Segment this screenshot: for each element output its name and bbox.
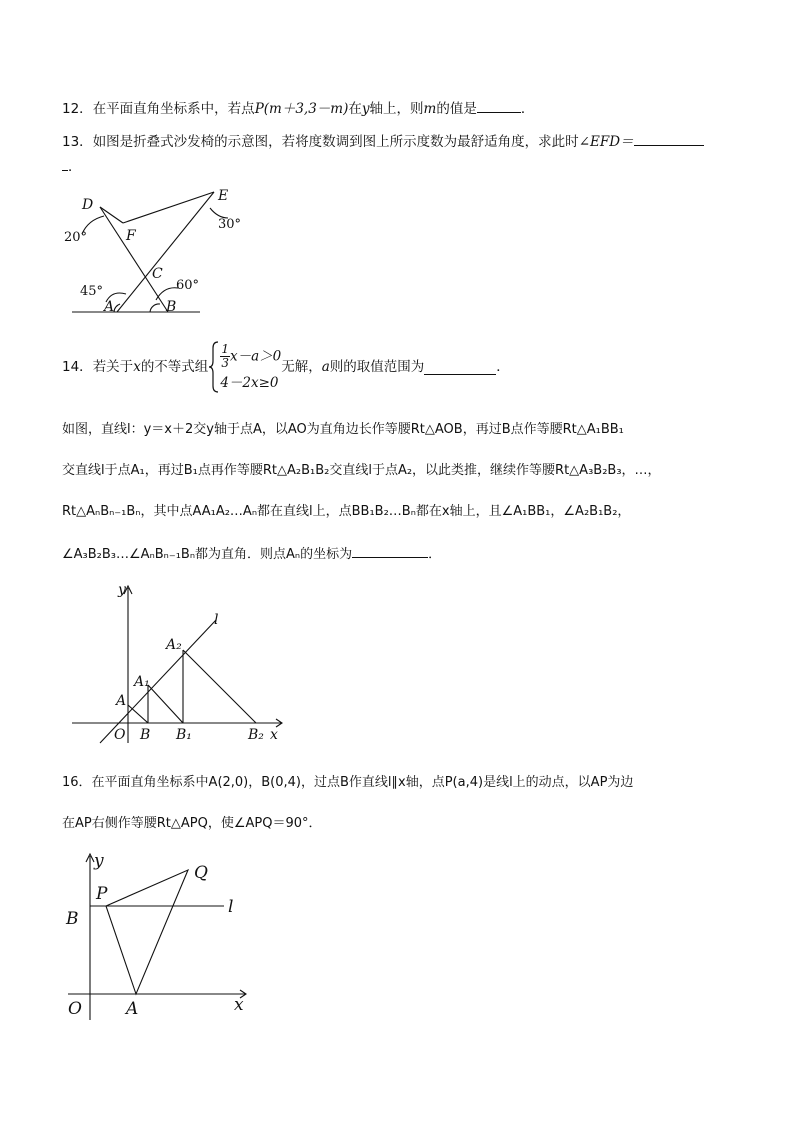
angle-30-label: 30° — [218, 217, 242, 232]
question-text: 轴上，则 — [369, 101, 424, 117]
label-A2: A₂ — [166, 637, 182, 653]
seat-fe — [123, 192, 214, 223]
system-brace — [208, 340, 220, 394]
frac-denominator: 3 — [221, 356, 229, 370]
label-D: D — [82, 197, 94, 213]
question-14 — [62, 340, 510, 394]
seat-df — [100, 207, 123, 223]
question-text: 在 — [348, 101, 362, 117]
figure-staircase-triangles — [68, 578, 290, 746]
label-B2: B₂ — [248, 727, 264, 743]
label-A1: A₁ — [134, 674, 150, 690]
label-y: y — [118, 582, 126, 598]
question-16-line-2: 在AP右侧作等腰Rt△APQ，使∠APQ＝90°． — [62, 816, 322, 831]
label-Q: Q — [194, 863, 208, 883]
label-E: E — [218, 188, 229, 204]
angle-60-label: 60° — [176, 278, 200, 293]
label-F: F — [126, 228, 136, 244]
label-x: x — [270, 727, 278, 743]
var-x: x — [133, 359, 141, 375]
point-expression: P(m＋3,3－m) — [254, 101, 349, 117]
frac-numerator: 1 — [221, 342, 229, 356]
question-number: 13． — [62, 134, 93, 150]
label-A: A — [104, 299, 115, 315]
inequality-1-rest: x－a＞0 — [229, 348, 282, 365]
label-l: l — [228, 897, 234, 917]
label-A: A — [126, 999, 139, 1019]
question-text: 若关于 — [92, 359, 134, 375]
label-B1: B₁ — [176, 727, 192, 743]
fraction-one-third — [220, 343, 230, 370]
label-O: O — [114, 727, 126, 743]
angle-20-label: 20° — [64, 230, 88, 245]
punctuation: ． — [68, 159, 82, 175]
label-x: x — [234, 995, 244, 1015]
var-m: m — [423, 101, 437, 117]
label-y: y — [94, 851, 104, 871]
question-12 — [62, 98, 534, 119]
figure-isoceles-right-triangle — [62, 848, 262, 1023]
answer-blank[interactable] — [424, 360, 496, 375]
question-text: 的值是 — [436, 101, 477, 117]
question-number: 12． — [62, 101, 93, 117]
answer-blank[interactable] — [352, 543, 428, 558]
question-text: ∠A₃B₂B₃…∠AₙBₙ₋₁Bₙ都为直角．则点Aₙ的坐标为 — [62, 547, 353, 562]
question-15-line-4 — [62, 543, 441, 565]
angle-45-label: 45° — [80, 284, 104, 299]
label-B: B — [140, 727, 151, 743]
triangle-aob — [128, 705, 148, 723]
punctuation: ． — [428, 547, 442, 562]
answer-blank[interactable] — [477, 98, 521, 113]
axis-var: y — [361, 101, 370, 117]
question-text: 在平面直角坐标系中A(2,0)，B(0,4)，过点B作直线l∥x轴，点P(a,4)是线l上的动点，以AP为边 — [91, 775, 634, 790]
angle-expression: ∠EFD＝ — [578, 134, 634, 150]
question-text: 则的取值范围为 — [329, 359, 425, 375]
leg-ea — [117, 192, 214, 312]
question-text: 在平面直角坐标系中，若点 — [92, 101, 255, 117]
triangle-a1bb1 — [148, 685, 183, 723]
label-l: l — [214, 612, 219, 628]
label-B: B — [66, 909, 79, 929]
var-a: a — [321, 359, 330, 375]
question-15-line-3: Rt△AₙBₙ₋₁Bₙ，其中点AA₁A₂…Aₙ都在直线l上，点BB₁B₂…Bₙ都在x轴上，且∠A₁BB₁，∠A₂B₁B₂， — [62, 504, 631, 519]
punctuation: ． — [496, 359, 510, 375]
inequality-2: 4－2x≥0 — [220, 375, 279, 391]
triangle-a2b1b2 — [183, 650, 256, 723]
inequality-1 — [220, 343, 281, 375]
question-text: 如图是折叠式沙发椅的示意图，若将度数调到图上所示度数为最舒适角度，求此时 — [92, 134, 579, 150]
question-13-cont — [62, 156, 82, 177]
question-15-line-1: 如图，直线l：y＝x＋2交y轴于点A，以AO为直角边长作等腰Rt△AOB，再过B点作等腰Rt△A₁BB₁ — [62, 422, 624, 437]
label-P: P — [96, 884, 108, 904]
arc-b — [150, 304, 160, 312]
figure-folding-chair — [60, 182, 242, 317]
label-O: O — [68, 999, 82, 1019]
question-15-line-2: 交直线l于点A₁，再过B₁点再作等腰Rt△A₂B₁B₂交直线l于点A₂，以此类推，继续作等腰Rt△A₃B₂B₃，…， — [62, 463, 661, 478]
inequality-system — [220, 343, 281, 391]
triangle-apq — [106, 870, 188, 994]
answer-blank[interactable] — [634, 131, 704, 146]
question-text: 无解， — [281, 359, 322, 375]
punctuation: ． — [520, 101, 535, 117]
question-16-line-1 — [62, 773, 633, 793]
question-number: 16． — [62, 775, 92, 790]
label-B: B — [166, 299, 177, 315]
question-number: 14． — [62, 359, 93, 375]
arc-a — [114, 304, 120, 312]
question-text: 的不等式组 — [140, 359, 209, 375]
question-13 — [62, 131, 704, 152]
line-l — [100, 620, 216, 743]
label-A: A — [116, 693, 127, 709]
label-C: C — [152, 266, 163, 282]
